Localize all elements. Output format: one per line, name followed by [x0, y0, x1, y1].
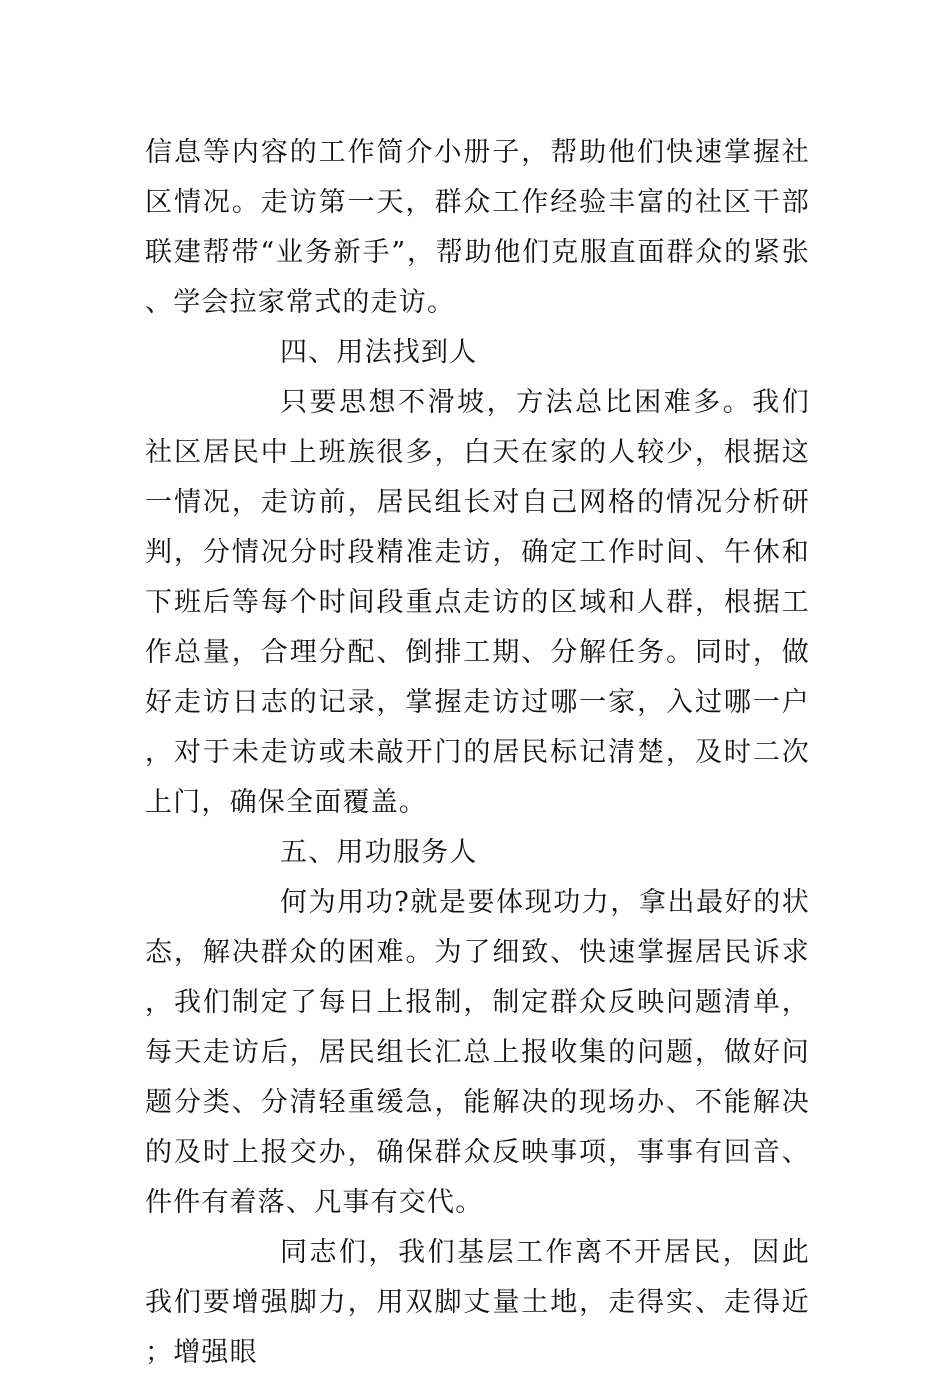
paragraph-closing: 同志们，我们基层工作离不开居民，因此我们要增强脚力，用双脚丈量土地，走得实、走得近；增强眼 [145, 1237, 810, 1368]
section-heading-4: 四、用法找到人 [280, 337, 478, 368]
paragraph-intro-continuation: 信息等内容的工作简介小册子，帮助他们快速掌握社区情况。走访第一天，群众工作经验丰富的社区干部联建帮带“业务新手”，帮助他们克服直面群众的紧张、学会拉家常式的走访。 [145, 137, 810, 318]
paragraph-section-4: 只要思想不滑坡，方法总比困难多。我们社区居民中上班族很多，白天在家的人较少，根据这一情况，走访前，居民组长对自己网格的情况分析研判，分情况分时段精准走访，确定工作时间、午休和下班后等每个时间段重点走访的区域和人群，根据工作总量，合理分配、倒排工期、分解任务。同时，做好走访日志的记录，掌握走访过哪一家，入过哪一户，对于未走访或未敲开门的居民标记清楚，及时二次上门，确保全面覆盖。 [145, 387, 810, 818]
paragraph-section-5: 何为用功?就是要体现功力，拿出最好的状态，解决群众的困难。为了细致、快速掌握居民诉求，我们制定了每日上报制，制定群众反映问题清单，每天走访后，居民组长汇总上报收集的问题，做好问题分类、分清轻重缓急，能解决的现场办、不能解决的及时上报交办，确保群众反映事项，事事有回音、件件有着落、凡事有交代。 [145, 887, 810, 1218]
document-body [145, 128, 810, 1378]
section-heading-5: 五、用功服务人 [280, 837, 478, 868]
